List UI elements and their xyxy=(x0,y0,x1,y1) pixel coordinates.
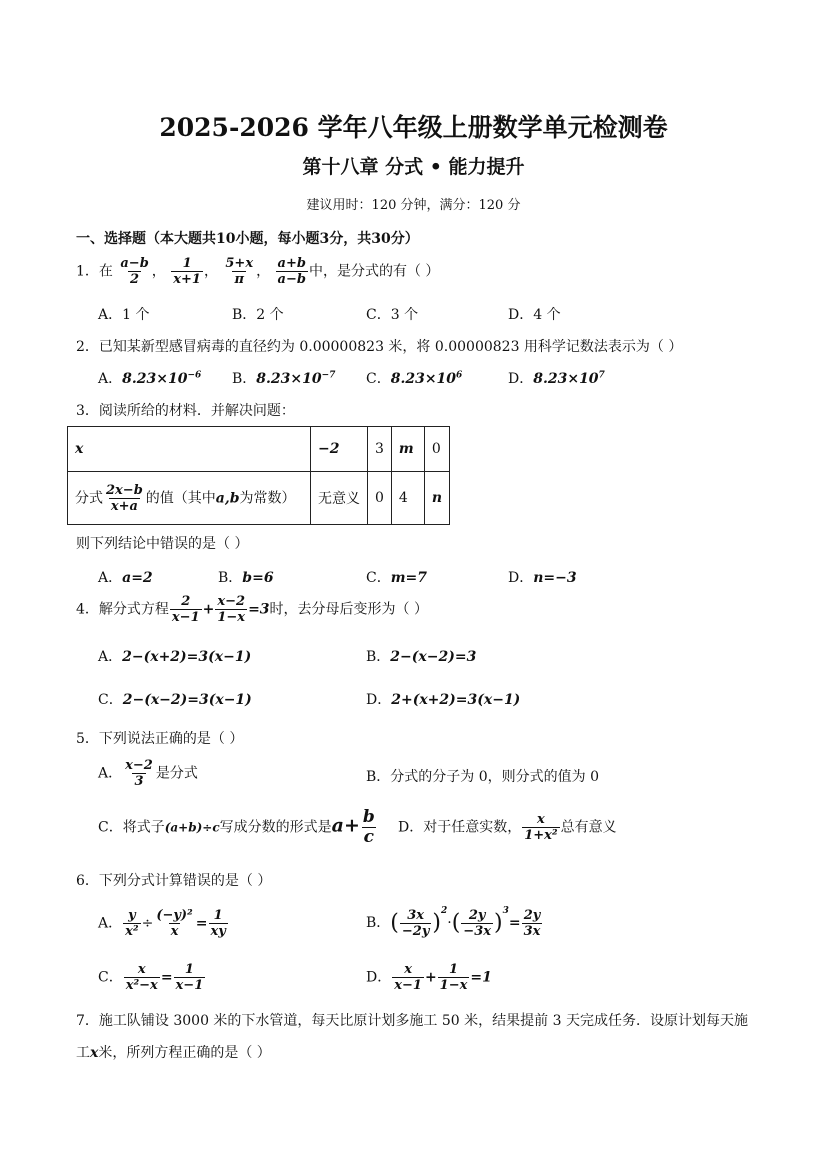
question-6: 6．下列分式计算错误的是（ ） xyxy=(76,873,272,889)
right-paren-icon: ) xyxy=(494,910,503,936)
exponent: −6 xyxy=(187,370,202,381)
question-7-line-2 xyxy=(76,1042,271,1062)
question-1-prefix: 在 xyxy=(98,263,113,280)
option-b[interactable] xyxy=(366,646,476,666)
text: 为常数） xyxy=(239,490,296,506)
question-4 xyxy=(76,594,428,625)
fraction xyxy=(461,908,493,939)
table-cell: n xyxy=(424,472,449,525)
option-c[interactable]: C．3 个 xyxy=(366,307,419,323)
question-5: 5．下列说法正确的是（ ） xyxy=(76,731,244,747)
exponent: −7 xyxy=(321,370,336,381)
denominator: x xyxy=(170,924,179,939)
denominator: x+1 xyxy=(173,272,201,287)
page-title: 2025-2026 学年八年级上册数学单元检测卷 xyxy=(159,113,668,142)
table-cell: 4 xyxy=(391,472,424,525)
fraction xyxy=(400,908,432,939)
numerator: a−b xyxy=(120,256,149,271)
option-label: B． xyxy=(366,915,391,931)
denominator: 1−x xyxy=(439,978,468,993)
option-b[interactable] xyxy=(218,567,274,587)
denominator: x−1 xyxy=(175,978,204,993)
question-1-num: 1． xyxy=(76,263,99,280)
table-cell: x xyxy=(68,427,311,472)
numerator: 1 xyxy=(213,908,223,923)
right-paren-icon: ) xyxy=(432,910,441,936)
table-row xyxy=(68,427,450,472)
option-label: A． xyxy=(98,570,123,586)
math-expr: 2−(x−2)=3 xyxy=(390,649,477,665)
operator: = xyxy=(160,969,173,986)
fraction xyxy=(209,908,228,939)
option-a[interactable] xyxy=(98,758,198,789)
section-heading: 一、选择题（本大题共10小题，每小题3分，共30分） xyxy=(76,231,419,247)
option-label: A． xyxy=(98,915,123,932)
math-expr: a+ xyxy=(331,814,360,837)
option-a[interactable] xyxy=(98,908,229,939)
numerator: 2 xyxy=(181,594,191,609)
operator: + xyxy=(424,969,437,986)
fraction xyxy=(174,962,206,993)
fraction xyxy=(361,808,377,847)
operator: · xyxy=(447,915,452,931)
fraction xyxy=(438,962,470,993)
fraction xyxy=(123,908,140,939)
option-d[interactable]: D．4 个 xyxy=(508,307,561,323)
operator: = xyxy=(195,915,208,932)
denominator: x+a xyxy=(110,498,138,514)
option-label: D．对于任意实数， xyxy=(398,819,522,836)
text: 写成分数的形式是 xyxy=(219,819,332,836)
denominator: x² xyxy=(125,924,139,939)
option-label: C．将式子 xyxy=(98,819,165,836)
question-7-line-1: 7．施工队铺设 3000 米的下水管道，每天比原计划多施工 50 米，结果提前 3 天完成任务．设原计划每天施 xyxy=(76,1013,748,1029)
table-cell: −2 xyxy=(311,427,368,472)
text: 的值（其中 xyxy=(145,490,216,506)
left-paren-icon: ( xyxy=(451,910,461,936)
question-2: 2．已知某新型感冒病毒的直径约为 0.00000823 米，将 0.00000823 用科学记数法表示为（ ） xyxy=(76,339,683,355)
numerator: x−2 xyxy=(217,594,246,609)
math-expr: =1 xyxy=(470,969,492,986)
table-cell xyxy=(68,472,311,525)
question-1: 1．在 $\frac{a-b}{2}$ ， $\frac{1}{x+1}$ ， $\frac{5+x}{\pi}$ ， $\frac{a+b}{a-b}$ 中，是分式的有（ ） xyxy=(76,256,440,287)
denominator: a−b xyxy=(277,272,306,287)
option-a[interactable] xyxy=(98,567,153,587)
left-paren-icon: ( xyxy=(390,910,399,936)
option-c[interactable] xyxy=(366,368,462,388)
option-label: B． xyxy=(218,570,243,586)
numerator: 2y xyxy=(468,907,486,923)
math-expr: m=7 xyxy=(390,570,428,586)
math-expr: 8.23×10 xyxy=(390,371,457,387)
fraction xyxy=(392,962,424,993)
option-c[interactable] xyxy=(98,689,252,709)
math-expr: b=6 xyxy=(242,570,274,586)
denominator: 1−x xyxy=(217,610,246,625)
option-label: D． xyxy=(508,371,534,387)
math-expr: 2+(x+2)=3(x−1) xyxy=(391,692,521,708)
denominator: −3x xyxy=(463,923,491,939)
fraction xyxy=(123,758,155,789)
text: 分式 xyxy=(75,490,103,506)
numerator: 3x xyxy=(407,907,425,923)
operator: = xyxy=(508,915,521,931)
text: 米，所列方程正确的是（ ） xyxy=(98,1045,271,1061)
fraction xyxy=(171,256,203,287)
math-expr: 2−(x−2)=3(x−1) xyxy=(122,692,252,708)
question-4-suffix: 时，去分母后变形为（ ） xyxy=(269,601,428,618)
denominator: xy xyxy=(210,924,226,939)
option-d[interactable] xyxy=(366,689,520,709)
option-label: D． xyxy=(366,969,392,986)
table-cell: 3 xyxy=(368,427,392,472)
math-expr: 2−(x+2)=3(x−1) xyxy=(122,649,252,665)
fraction xyxy=(522,908,543,939)
option-label: D． xyxy=(366,692,392,708)
exponent: 2 xyxy=(440,906,448,916)
numerator: x xyxy=(404,962,412,977)
denominator: 3x xyxy=(523,923,541,939)
option-d[interactable] xyxy=(366,962,492,993)
text: 总有意义 xyxy=(560,819,617,836)
option-a[interactable] xyxy=(98,646,251,666)
exponent: 6 xyxy=(456,370,463,381)
fraction xyxy=(118,256,150,287)
option-label: C． xyxy=(366,371,391,387)
option-label: C． xyxy=(98,692,123,708)
operator: + xyxy=(202,601,215,618)
math-expr: n=−3 xyxy=(533,570,577,586)
text: 是分式 xyxy=(155,765,198,782)
option-b[interactable]: B．分式的分子为 0，则分式的值为 0 xyxy=(366,769,600,785)
table-cell: 无意义 xyxy=(311,472,368,525)
value-table xyxy=(67,426,450,525)
denominator: 2 xyxy=(130,272,140,287)
math-expr: a=2 xyxy=(122,570,153,586)
option-d[interactable] xyxy=(508,368,605,388)
math-expr: x xyxy=(90,1045,99,1061)
denominator: x²−x xyxy=(125,978,158,993)
option-label: C． xyxy=(366,570,391,586)
page-subtitle: 第十八章 分式 • 能力提升 xyxy=(302,156,525,178)
exam-meta: 建议用时：120 分钟，满分：120 分 xyxy=(306,198,521,213)
exponent: 7 xyxy=(598,370,605,381)
numerator: 1 xyxy=(184,962,194,977)
option-a[interactable]: A．1 个 xyxy=(98,307,150,323)
option-label: B． xyxy=(232,371,257,387)
option-label: A． xyxy=(98,649,123,665)
fraction xyxy=(522,812,559,843)
option-c[interactable] xyxy=(98,962,206,993)
numerator: 2x−b xyxy=(106,482,143,498)
fraction xyxy=(276,256,308,287)
math-expr: 8.23×10 xyxy=(533,371,599,387)
fraction xyxy=(223,256,255,287)
denominator: 1+x² xyxy=(524,828,558,843)
fraction xyxy=(170,594,202,625)
option-label: B． xyxy=(366,649,391,665)
fraction xyxy=(104,483,145,514)
option-b[interactable]: B．2 个 xyxy=(232,307,284,323)
fraction xyxy=(215,594,247,625)
denominator: −2y xyxy=(401,923,430,939)
denominator: x−1 xyxy=(171,610,200,625)
text: 工 xyxy=(76,1045,90,1061)
numerator: 5+x xyxy=(225,256,254,271)
math-expr: (a+b)÷c xyxy=(164,820,220,835)
numerator: x xyxy=(537,812,545,827)
option-a[interactable] xyxy=(98,368,201,388)
denominator: c xyxy=(363,827,375,847)
exponent: 3 xyxy=(502,906,509,916)
fraction xyxy=(154,908,194,939)
option-b[interactable] xyxy=(232,368,335,388)
math-expr: 8.23×10 xyxy=(256,371,322,387)
numerator: b xyxy=(362,807,375,827)
numerator: y xyxy=(128,908,136,923)
option-b[interactable] xyxy=(366,906,543,939)
option-d[interactable] xyxy=(508,567,577,587)
numerator: (−y)² xyxy=(156,908,193,923)
numerator: 1 xyxy=(182,256,192,271)
denominator: π xyxy=(234,272,244,287)
option-label: A． xyxy=(98,765,123,782)
table-cell: m xyxy=(391,427,424,472)
numerator: x xyxy=(137,962,146,977)
math-expr: =3 xyxy=(248,601,270,618)
math-expr: a,b xyxy=(215,490,240,506)
table-cell: 0 xyxy=(368,472,392,525)
denominator: x−1 xyxy=(394,978,422,993)
fraction xyxy=(124,962,160,993)
numerator: 1 xyxy=(449,962,459,977)
option-c[interactable] xyxy=(366,567,427,587)
operator: ÷ xyxy=(141,915,154,932)
math-expr: 8.23×10 xyxy=(122,371,188,387)
numerator: x−2 xyxy=(125,758,153,773)
question-3-prompt: 则下列结论中错误的是（ ） xyxy=(76,536,249,552)
numerator: a+b xyxy=(277,256,306,271)
question-4-num: 4．解分式方程 xyxy=(76,601,169,618)
table-row xyxy=(68,472,450,525)
numerator: 2y xyxy=(523,907,541,923)
option-label: C． xyxy=(98,969,123,986)
option-d[interactable] xyxy=(398,812,617,843)
option-label: D． xyxy=(508,570,534,586)
question-1-suffix: 中，是分式的有（ ） xyxy=(308,263,440,280)
option-c[interactable] xyxy=(98,808,378,847)
question-3: 3．阅读所给的材料．并解决问题： xyxy=(76,403,295,419)
option-label: A． xyxy=(98,371,123,387)
table-cell: 0 xyxy=(424,427,449,472)
denominator: 3 xyxy=(134,774,144,789)
